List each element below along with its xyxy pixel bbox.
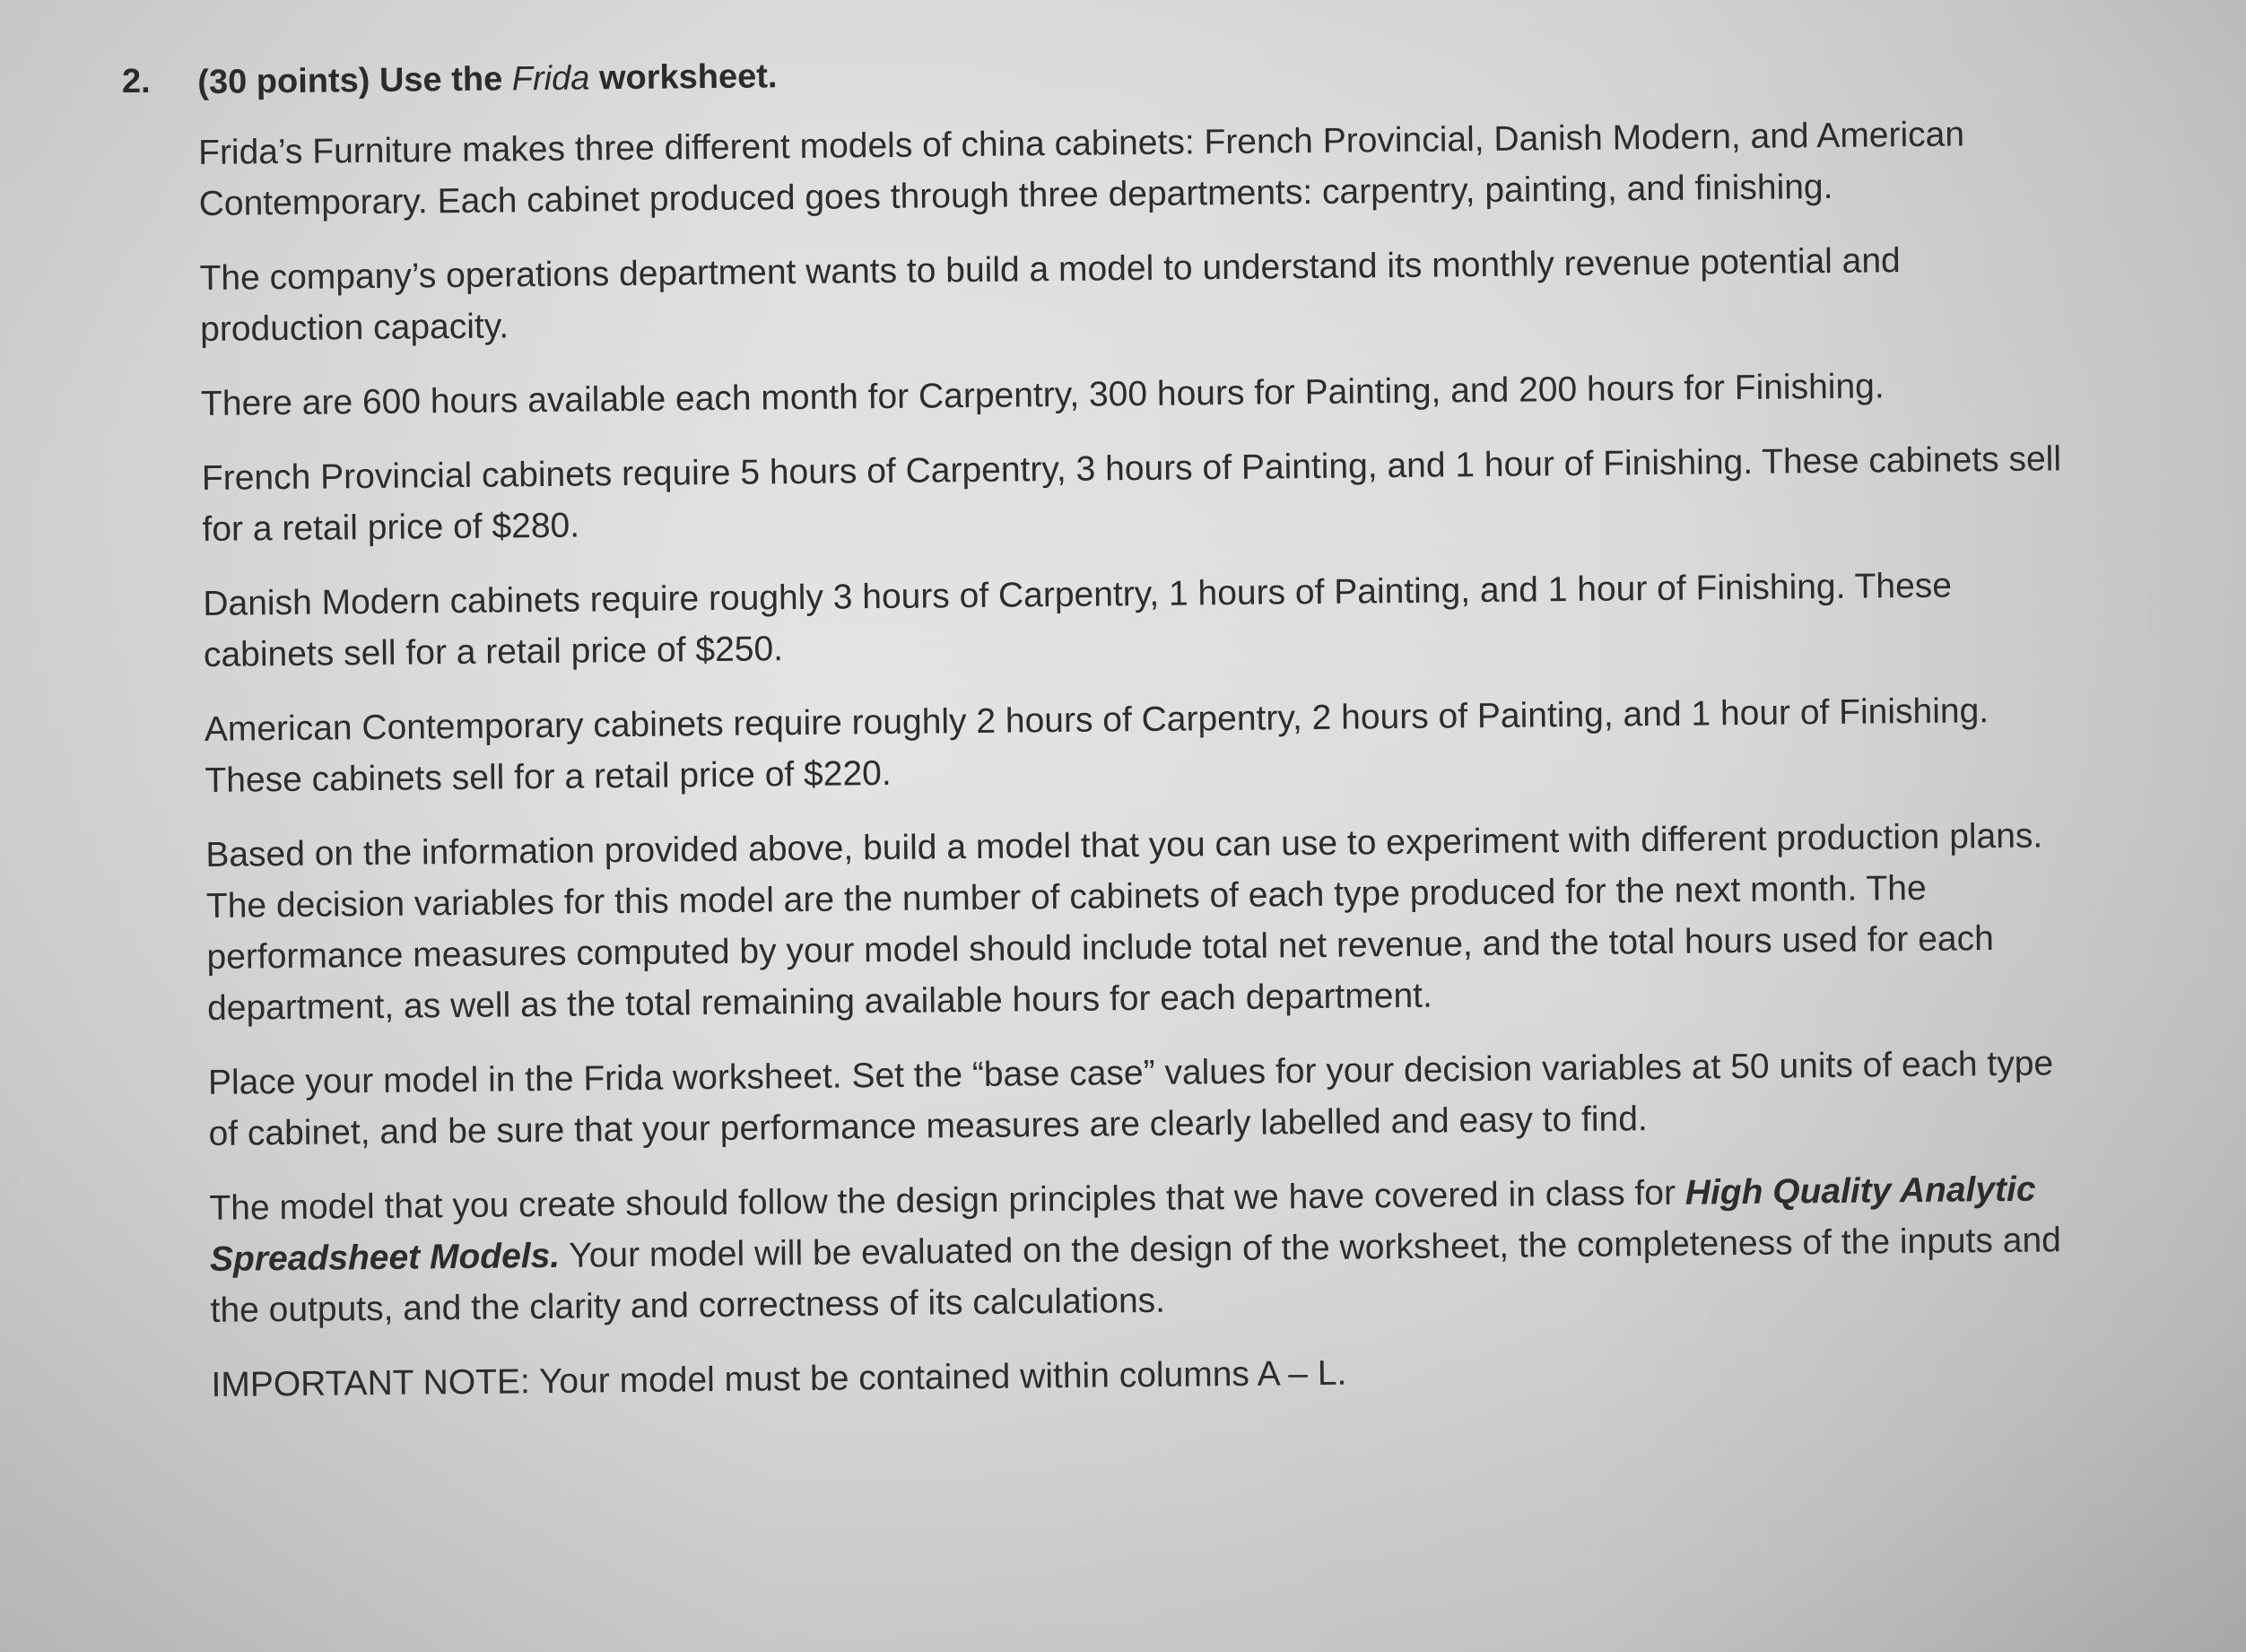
paragraph-goal: The company’s operations department wants to build a model to understand its monthly revenue potential and production capacity. — [199, 241, 1901, 349]
question-header — [197, 38, 2063, 108]
paragraph-danish-modern: Danish Modern cabinets require roughly 3 hours of Carpentry, 1 hours of Painting, and 1 hour of Finishing. These cabinets sell for a retail price of $250. — [203, 566, 1953, 674]
paragraph-design-principles — [209, 1163, 2076, 1336]
paragraph-model-instructions: Based on the information provided above, build a model that you can use to experiment with different production plans. The decision variables for this model are the number of cabinets of each type produced for the next month. The performance measures computed by your model should include total net revenue, and the total hours used for each department, as well as the total remaining available hours for each department. — [205, 816, 2043, 1028]
points-label: (30 points) — [197, 61, 370, 101]
design-text-before: The model that you create should follow the design principles that we have covered in class for — [209, 1173, 1676, 1228]
design-text-after: Your model will be evaluated on the design of the worksheet, the completeness of the inputs and the outputs, and the clarity and correctness of its calculations. — [210, 1221, 2062, 1330]
worksheet-name: Frida — [511, 59, 590, 99]
question-number: 2. — [122, 63, 151, 100]
paragraph-american-contemporary: American Contemporary cabinets require roughly 2 hours of Carpentry, 2 hours of Painting, and 1 hour of Finishing. These cabinets sell for a retail price of $220. — [204, 691, 1989, 800]
paragraph-base-case: Place your model in the Frida worksheet. Set the “base case” values for your decision variables at 50 units of each type of cabinet, and be sure that your performance measures are clearly labelled and easy to find. — [207, 1044, 2054, 1153]
paragraph-intro: Frida’s Furniture makes three different models of china cabinets: French Provincial, Danish Modern, and American Contemporary. Each cabinet produced goes through three departments: carpentry, painting, and finishing. — [197, 115, 1965, 223]
title-after: worksheet. — [598, 57, 778, 98]
title-before: Use the — [379, 60, 503, 100]
design-emphasis: High Quality Analytic Spreadsheet Models. — [209, 1169, 2036, 1279]
paragraph-important-note: IMPORTANT NOTE: Your model must be contained within columns A – L. — [211, 1353, 1347, 1404]
paragraph-hours-available: There are 600 hours available each month for Carpentry, 300 hours for Painting, and 200 hours for Finishing. — [200, 367, 1885, 423]
paragraph-french-provincial: French Provincial cabinets require 5 hours of Carpentry, 3 hours of Painting, and 1 hour of Finishing. These cabinets sell for a retail price of $280. — [201, 439, 2062, 549]
question-content — [197, 38, 2077, 1434]
